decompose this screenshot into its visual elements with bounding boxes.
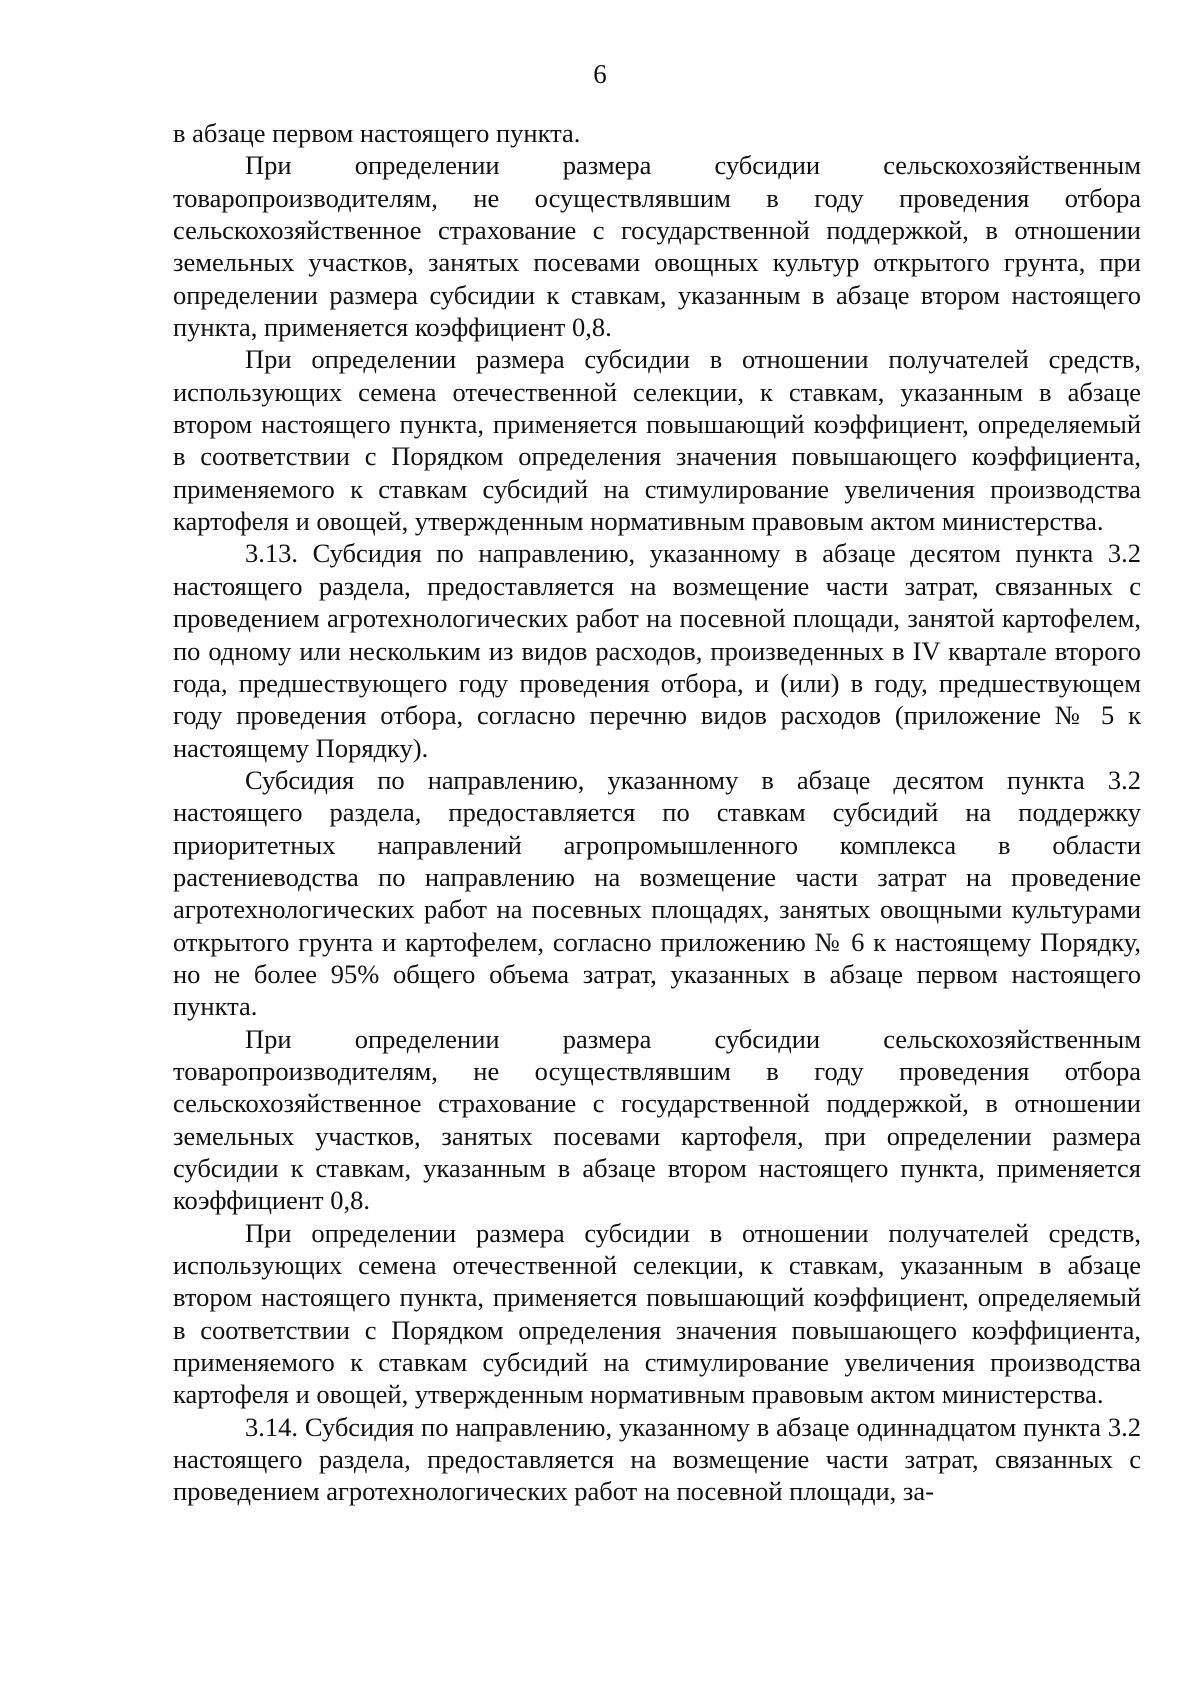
paragraph-domestic-seeds-vegetables: При определении размера субсидии в отношении получателей средств, использующих семена отечественной селекции, к ставкам, указанным в абзаце втором настоящего пункта, применяется повышающий коэффициент, определяемый в соответствии с Порядком определения значения повышающего коэффициента, применяемого к ставкам субсидий на стимулирование увеличения производства картофеля и овощей, утвержденным нормативным правовым актом министерства. xyxy=(173,344,1141,537)
paragraph-subsidy-rates: Субсидия по направлению, указанному в абзаце десятом пункта 3.2 настоящего раздела, предоставляется по ставкам субсидий на поддержку приоритетных направлений агропромышленного комплекса в области растениеводства по направлению на возмещение части затрат на проведение агротехнологических работ на посевных площадях, занятых овощными культурами открытого грунта и картофелем, согласно приложению № 6 к настоящему Порядку, но не более 95% общего объема затрат, указанных в абзаце первом настоящего пункта. xyxy=(173,764,1141,1022)
paragraph-coefficient-potatoes: При определении размера субсидии сельскохозяйственным товаропроизводителям, не осуществлявшим в году проведения отбора сельскохозяйственное страхование с государственной поддержкой, в отношении земельных участков, занятых посевами картофеля, при определении размера субсидии к ставкам, указанным в абзаце втором настоящего пункта, применяется коэффициент 0,8. xyxy=(173,1023,1141,1216)
paragraph-domestic-seeds-potatoes: При определении размера субсидии в отношении получателей средств, использующих семена отечественной селекции, к ставкам, указанным в абзаце втором настоящего пункта, применяется повышающий коэффициент, определяемый в соответствии с Порядком определения значения повышающего коэффициента, применяемого к ставкам субсидий на стимулирование увеличения производства картофеля и овощей, утвержденным нормативным правовым актом министерства. xyxy=(173,1217,1141,1410)
page-number: 6 xyxy=(593,59,607,89)
paragraph-clause-3-13: 3.13. Субсидия по направлению, указанному в абзаце десятом пункта 3.2 настоящего раздела, предоставляется на возмещение части затрат, связанных с проведением агротехнологических работ на посевной площади, занятой картофелем, по одному или нескольким из видов расходов, произведенных в IV квартале второго года, предшествующего году проведения отбора, и (или) в году, предшествующем году проведения отбора, согласно перечню видов расходов (приложение № 5 к настоящему Порядку). xyxy=(173,538,1141,763)
document-body xyxy=(173,117,1141,1508)
paragraph-clause-3-14: 3.14. Субсидия по направлению, указанному в абзаце одиннадцатом пункта 3.2 настоящего раздела, предоставляется на возмещение части затрат, связанных с проведением агротехнологических работ на посевной площади, за- xyxy=(173,1411,1141,1507)
paragraph-continuation: в абзаце первом настоящего пункта. xyxy=(173,118,581,148)
paragraph-coefficient-vegetables: При определении размера субсидии сельскохозяйственным товаропроизводителям, не осуществлявшим в году проведения отбора сельскохозяйственное страхование с государственной поддержкой, в отношении земельных участков, занятых посевами овощных культур открытого грунта, при определении размера субсидии к ставкам, указанным в абзаце втором настоящего пункта, применяется коэффициент 0,8. xyxy=(173,150,1141,343)
